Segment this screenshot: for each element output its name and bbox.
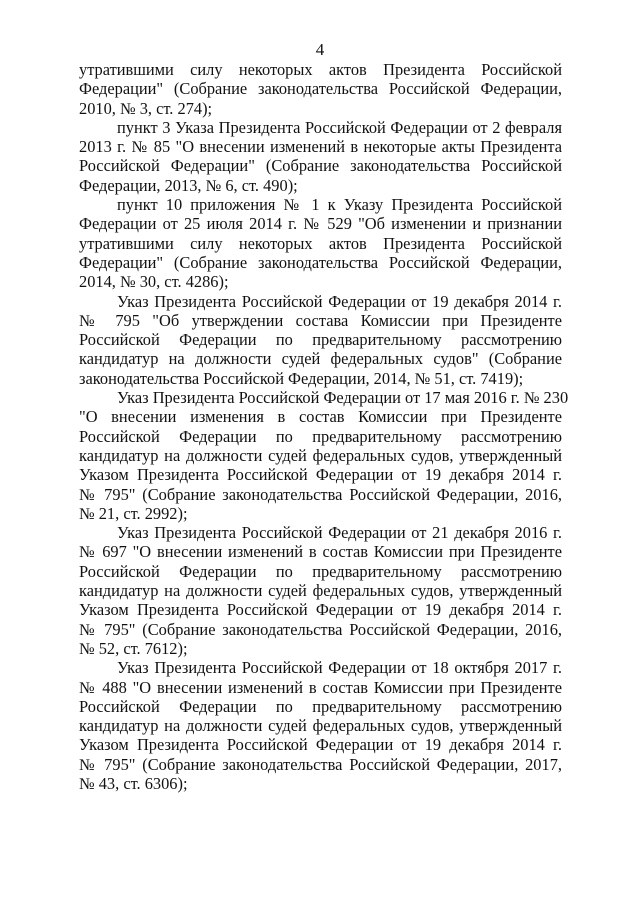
text-line: Указом Президента Российской Федерации от 19 декабря 2014 г. — [79, 600, 562, 620]
text-line: Российской Федерации по предварительному рассмотрению — [79, 561, 562, 581]
text-line: пункт 10 приложения № 1 к Указу Президента Российской — [117, 195, 562, 215]
text-line: законодательства Российской Федерации, 2014, № 51, ст. 7419); — [79, 368, 524, 388]
text-line: пункт 3 Указа Президента Российской Федерации от 2 февраля — [117, 117, 562, 137]
text-line: кандидатур на должности судей федеральных судов, утвержденный — [79, 716, 562, 736]
text-line: Федерации" (Собрание законодательства Российской Федерации, — [79, 252, 562, 272]
text-line: утратившими силу некоторых актов Президента Российской — [79, 60, 562, 79]
text-line: 2014, № 30, ст. 4286); — [79, 272, 229, 292]
paragraph — [79, 658, 562, 793]
text-line: № 795" (Собрание законодательства Российской Федерации, 2016, — [79, 484, 562, 504]
text-line: № 795" (Собрание законодательства Российской Федерации, 2017, — [79, 754, 562, 774]
paragraph — [79, 60, 562, 118]
text-line: Указ Президента Российской Федерации от 17 мая 2016 г. № 230 — [117, 388, 569, 408]
text-line: № 697 "О внесении изменений в состав Комиссии при Президенте — [79, 542, 562, 562]
paragraph — [79, 523, 562, 658]
text-line: Указ Президента Российской Федерации от 21 декабря 2016 г. — [117, 523, 562, 543]
text-line: Указом Президента Российской Федерации от 19 декабря 2014 г. — [79, 465, 562, 485]
text-line: Российской Федерации" (Собрание законодательства Российской — [79, 156, 562, 176]
text-line: Указом Президента Российской Федерации от 19 декабря 2014 г. — [79, 735, 562, 755]
text-line: Федерации" (Собрание законодательства Российской Федерации, — [79, 79, 562, 99]
text-line: № 21, ст. 2992); — [79, 503, 188, 523]
text-line: Федерации от 25 июля 2014 г. № 529 "Об изменении и признании — [79, 214, 562, 234]
paragraph — [79, 388, 569, 523]
text-line: "О внесении изменения в состав Комиссии при Президенте — [79, 407, 562, 427]
text-line: № 52, ст. 7612); — [79, 638, 188, 658]
text-line: № 795" (Собрание законодательства Российской Федерации, 2016, — [79, 619, 562, 639]
text-line: Указ Президента Российской Федерации от 19 декабря 2014 г. — [117, 291, 562, 311]
text-line: Российской Федерации по предварительному рассмотрению — [79, 426, 562, 446]
text-line: утратившими силу некоторых актов Президента Российской — [79, 233, 562, 253]
text-line: Российской Федерации по предварительному рассмотрению — [79, 330, 562, 350]
paragraph — [79, 195, 562, 291]
text-line: № 795 "Об утверждении состава Комиссии при Президенте — [79, 310, 562, 330]
text-line: 2013 г. № 85 "О внесении изменений в некоторые акты Президента — [79, 137, 562, 157]
text-line: № 43, ст. 6306); — [79, 773, 188, 793]
document-body — [79, 60, 569, 793]
paragraph — [79, 118, 562, 195]
text-line: кандидатур на должности судей федеральных судов, утвержденный — [79, 581, 562, 601]
text-line: Федерации, 2013, № 6, ст. 490); — [79, 175, 298, 195]
text-line: кандидатур на должности судей федеральных судов" (Собрание — [79, 349, 562, 369]
text-line: 2010, № 3, ст. 274); — [79, 98, 213, 118]
text-line: Российской Федерации по предварительному рассмотрению — [79, 696, 562, 716]
paragraph — [79, 292, 562, 388]
text-line: Указ Президента Российской Федерации от 18 октября 2017 г. — [117, 658, 562, 678]
text-line: кандидатур на должности судей федеральных судов, утвержденный — [79, 445, 562, 465]
page-number: 4 — [315, 40, 325, 59]
text-line: № 488 "О внесении изменений в состав Комиссии при Президенте — [79, 677, 562, 697]
